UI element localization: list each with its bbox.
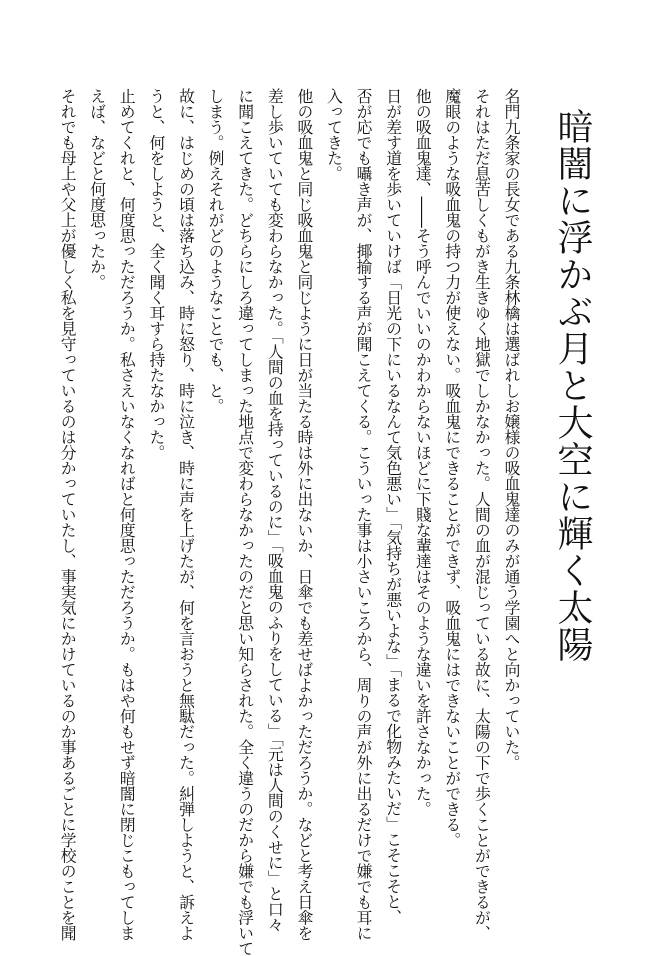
text-column: それはただ息苦しくもがき生きゆく地獄でしかなかった。人間の血が混じっている故に、太陽の下で歩くことができるが、 xyxy=(472,88,492,941)
text-column: 差し歩いていても変わらなかった。「人間の血を持っているのに」「吸血鬼のふりをしている」「元は人間のくせに」と口々 xyxy=(265,88,285,933)
text-column: 入ってきた。 xyxy=(324,88,344,181)
text-column: 止めてくれと、何度思っただろうか。私さえいなくなればと何度思っただろうか。もはや何もせず暗闇に閉じこもってしま xyxy=(117,88,137,941)
text-column: 他の吸血鬼達、――そう呼んでいいのかわからないほどに下賤な輩達はそのような違いを許さなかった。 xyxy=(413,88,433,817)
text-column: 魔眼のような吸血鬼の持つ力が使えない。吸血鬼にできることができず、吸血鬼にはできないことができる。 xyxy=(442,88,462,848)
text-column: 否が応でも囁き声が、揶揄する声が聞こえてくる。こういった事は小さいころから、周りの声が外に出るだけで嫌でも耳に xyxy=(354,88,374,941)
text-column: それでも母上や父上が優しく私を見守っているのは分かっていたし、事実気にかけているのか事あるごとに学校のことを聞 xyxy=(58,88,78,941)
text-column: に聞こえてきた。どちらにしろ違ってしまった地点で変わらなかったのだと思い知らされた。全く違うのだから嫌でも浮いて xyxy=(235,88,255,956)
text-column: えば、などと何度思ったか。 xyxy=(87,88,107,290)
text-column: 故に、はじめの頃は落ち込み、時に怒り、時に泣き、時に声を上げたが、何を言おうと無駄だった。糾弾しようと、訴えよ xyxy=(176,88,196,941)
page-title: 暗闇に浮かぶ月と大空に輝く太陽 xyxy=(552,108,593,663)
text-column: うと、何をしようと、全く聞く耳すら持たなかった。 xyxy=(146,88,166,460)
text-column: 日が差す道を歩いていけば「日光の下にいるなんて気色悪い」「気持ちが悪いよな」「まるで化物みたいだ」こそこそと、 xyxy=(383,88,403,925)
text-column: しまう。例えそれがどのようなことでも、と。 xyxy=(206,88,226,414)
text-column: 名門九条家の長女である九条林檎は選ばれしお嬢様の吸血鬼達のみが通う学園へと向かっていた。 xyxy=(502,88,521,770)
text-column: 他の吸血鬼と同じ吸血鬼と同じように日が当たる時は外に出ないか、日傘でも差せばよかっただろうか。などと考え日傘を xyxy=(294,88,314,941)
body-text xyxy=(58,88,526,956)
